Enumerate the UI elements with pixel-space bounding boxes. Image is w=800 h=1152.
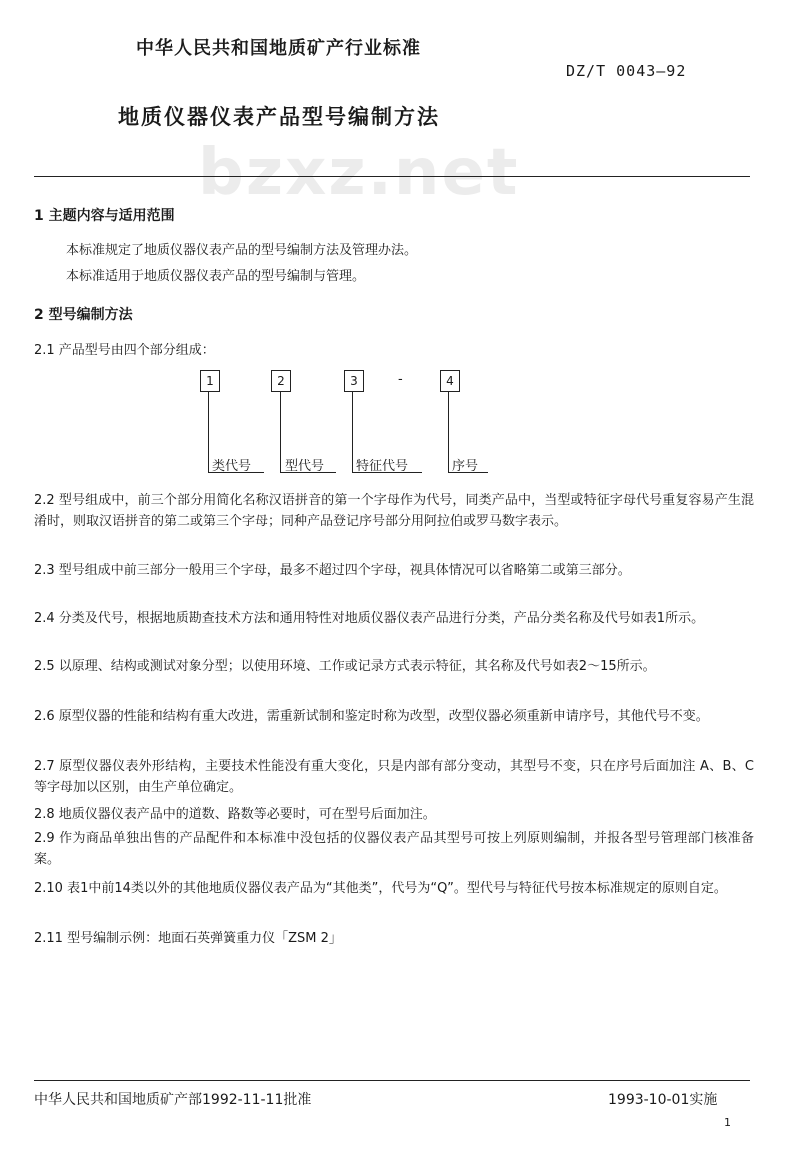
section-2-heading: 2 型号编制方法 [34,307,133,323]
clause-2-2: 2.2 型号组成中，前三个部分用简化名称汉语拼音的第一个字母作为代号，同类产品中，当型或特征字母代号重复容易产生混淆时，则取汉语拼音的第二或第三个字母；同种产品登记序号部分用阿拉伯或罗马数字表示。 [34,493,754,529]
section-1-heading: 1 主题内容与适用范围 [34,208,175,224]
diagram-box-2: 2 [271,370,291,392]
diagram-leader-2 [280,392,281,472]
diagram-label-serial-number: 序号 [452,459,479,474]
approval-line: 中华人民共和国地质矿产部1992-11-11批准 [34,1092,312,1108]
diagram-dash: - [398,372,403,387]
diagram-leader-1 [208,392,209,472]
section-1-line-1: 本标准规定了地质仪器仪表产品的型号编制方法及管理办法。 [66,243,418,258]
clause-2-3: 2.3 型号组成中前三部分一般用三个字母，最多不超过四个字母，视具体情况可以省略第二或第三部分。 [34,563,631,578]
footer-divider [34,1080,750,1081]
diagram-box-1: 1 [200,370,220,392]
page-number: 1 [724,1116,731,1129]
diagram-label-type-code: 型代号 [285,459,325,474]
diagram-leader-3 [352,392,353,472]
diagram-leader-4 [448,392,449,472]
header-divider [34,176,750,177]
diagram-label-feature-code: 特征代号 [356,459,409,474]
section-1-line-2: 本标准适用于地质仪器仪表产品的型号编制与管理。 [66,269,366,284]
clause-2-4: 2.4 分类及代号，根据地质勘查技术方法和通用特性对地质仪器仪表产品进行分类，产品分类名称及代号如表1所示。 [34,611,705,626]
diagram-label-class-code: 类代号 [212,459,252,474]
document-title: 地质仪器仪表产品型号编制方法 [118,105,440,129]
clause-2-1: 2.1 产品型号由四个部分组成： [34,343,215,358]
watermark: bzxz.net [198,136,520,210]
clause-2-7: 2.7 原型仪器仪表外形结构，主要技术性能没有重大变化，只是内部有部分变动，其型号不变，只在序号后面加注 A、B、C 等字母加以区别，由生产单位确定。 [34,759,754,795]
standard-category-title: 中华人民共和国地质矿产行业标准 [136,38,421,59]
diagram-box-4: 4 [440,370,460,392]
clause-2-8: 2.8 地质仪器仪表产品中的道数、路数等必要时，可在型号后面加注。 [34,807,436,822]
clause-2-5: 2.5 以原理、结构或测试对象分型；以使用环境、工作或记录方式表示特征，其名称及代号如表2～15所示。 [34,659,656,674]
diagram-box-3: 3 [344,370,364,392]
clause-2-9: 2.9 作为商品单独出售的产品配件和本标准中没包括的仪器仪表产品其型号可按上列原则编制，并报各型号管理部门核准备案。 [34,831,754,867]
clause-2-10: 2.10 表1中前14类以外的其他地质仪器仪表产品为“其他类”，代号为“Q”。型代号与特征代号按本标准规定的原则自定。 [34,881,727,896]
clause-2-11: 2.11 型号编制示例：地面石英弹簧重力仪「ZSM 2」 [34,931,342,946]
standard-code: DZ/T 0043—92 [566,62,687,80]
implementation-date: 1993-10-01实施 [608,1092,718,1108]
clause-2-6: 2.6 原型仪器的性能和结构有重大改进，需重新试制和鉴定时称为改型，改型仪器必须重新申请序号，其他代号不变。 [34,709,709,724]
